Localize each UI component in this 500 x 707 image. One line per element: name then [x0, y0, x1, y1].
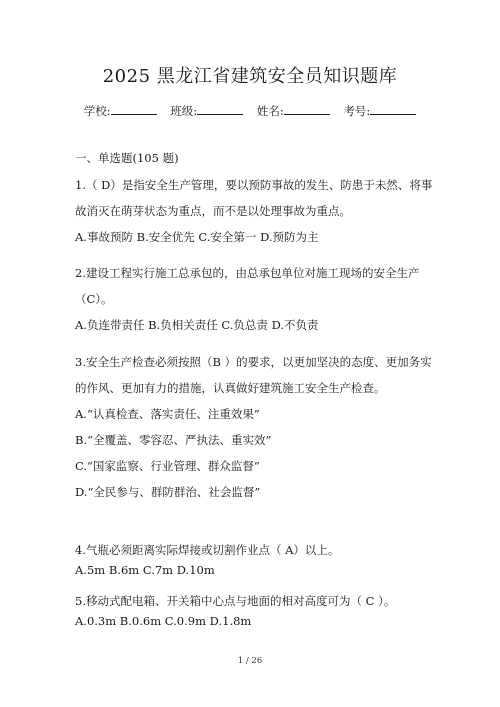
exam-number-blank — [370, 103, 416, 115]
question-options: A.负连带责任 B.负相关责任 C.负总责 D.不负责 — [75, 318, 319, 332]
page-title: 2025 黑龙江省建筑安全员知识题库 — [102, 66, 398, 87]
question-3 — [75, 349, 435, 505]
question-4 — [75, 537, 435, 583]
name-blank — [284, 103, 330, 115]
class-label: 班级: — [170, 104, 198, 118]
exam-number-label: 考号: — [343, 104, 371, 118]
name-field — [257, 103, 330, 119]
question-option-b: B.“全覆盖、零容忍、严执法、重实效” — [75, 433, 272, 447]
student-info-row — [0, 103, 500, 119]
question-options: A.0.3m B.0.6m C.0.9m D.1.8m — [75, 614, 252, 628]
question-option-c: C.“国家监察、行业管理、群众监督” — [75, 459, 260, 473]
page-number: 1 / 26 — [237, 656, 263, 666]
question-5 — [75, 588, 435, 634]
school-label: 学校: — [83, 104, 111, 118]
question-text-line: 的作风、更加有力的措施，认真做好建筑施工安全生产检查。 — [75, 381, 386, 395]
question-options: A.事故预防 B.安全优先 C.安全第一 D.预防为主 — [75, 230, 319, 244]
question-2 — [75, 260, 435, 338]
question-text-line: 4.气瓶必须距离实际焊接或切割作业点（ A）以上。 — [75, 543, 340, 557]
question-option-d: D.“全民参与、群防群治、社会监督” — [75, 485, 261, 499]
school-blank — [111, 103, 157, 115]
question-text-line: （C）。 — [75, 292, 113, 306]
question-text-line: 2.建设工程实行施工总承包的，由总承包单位对施工现场的安全生产 — [75, 266, 420, 280]
exam-number-field — [343, 103, 416, 119]
name-label: 姓名: — [256, 104, 284, 118]
class-blank — [197, 103, 243, 115]
question-text-line: 1.（ D）是指安全生产管理，要以预防事故的发生、防患于未然、将事 — [75, 178, 433, 192]
school-field — [84, 103, 157, 119]
question-text-line: 故消灭在萌芽状态为重点，而不是以处理事故为重点。 — [75, 204, 351, 218]
question-text-line: 3.安全生产检查必须按照（B ）的要求，以更加坚决的态度、更加务实 — [75, 355, 432, 369]
question-text-line: 5.移动式配电箱、开关箱中心点与地面的相对高度可为（ C ）。 — [75, 594, 396, 608]
question-1 — [75, 172, 435, 250]
section-heading: 一、单选题(105 题) — [75, 151, 179, 165]
question-option-a: A.“认真检查、落实责任、注重效果” — [75, 407, 260, 421]
question-options: A.5m B.6m C.7m D.10m — [75, 563, 215, 577]
class-field — [170, 103, 243, 119]
